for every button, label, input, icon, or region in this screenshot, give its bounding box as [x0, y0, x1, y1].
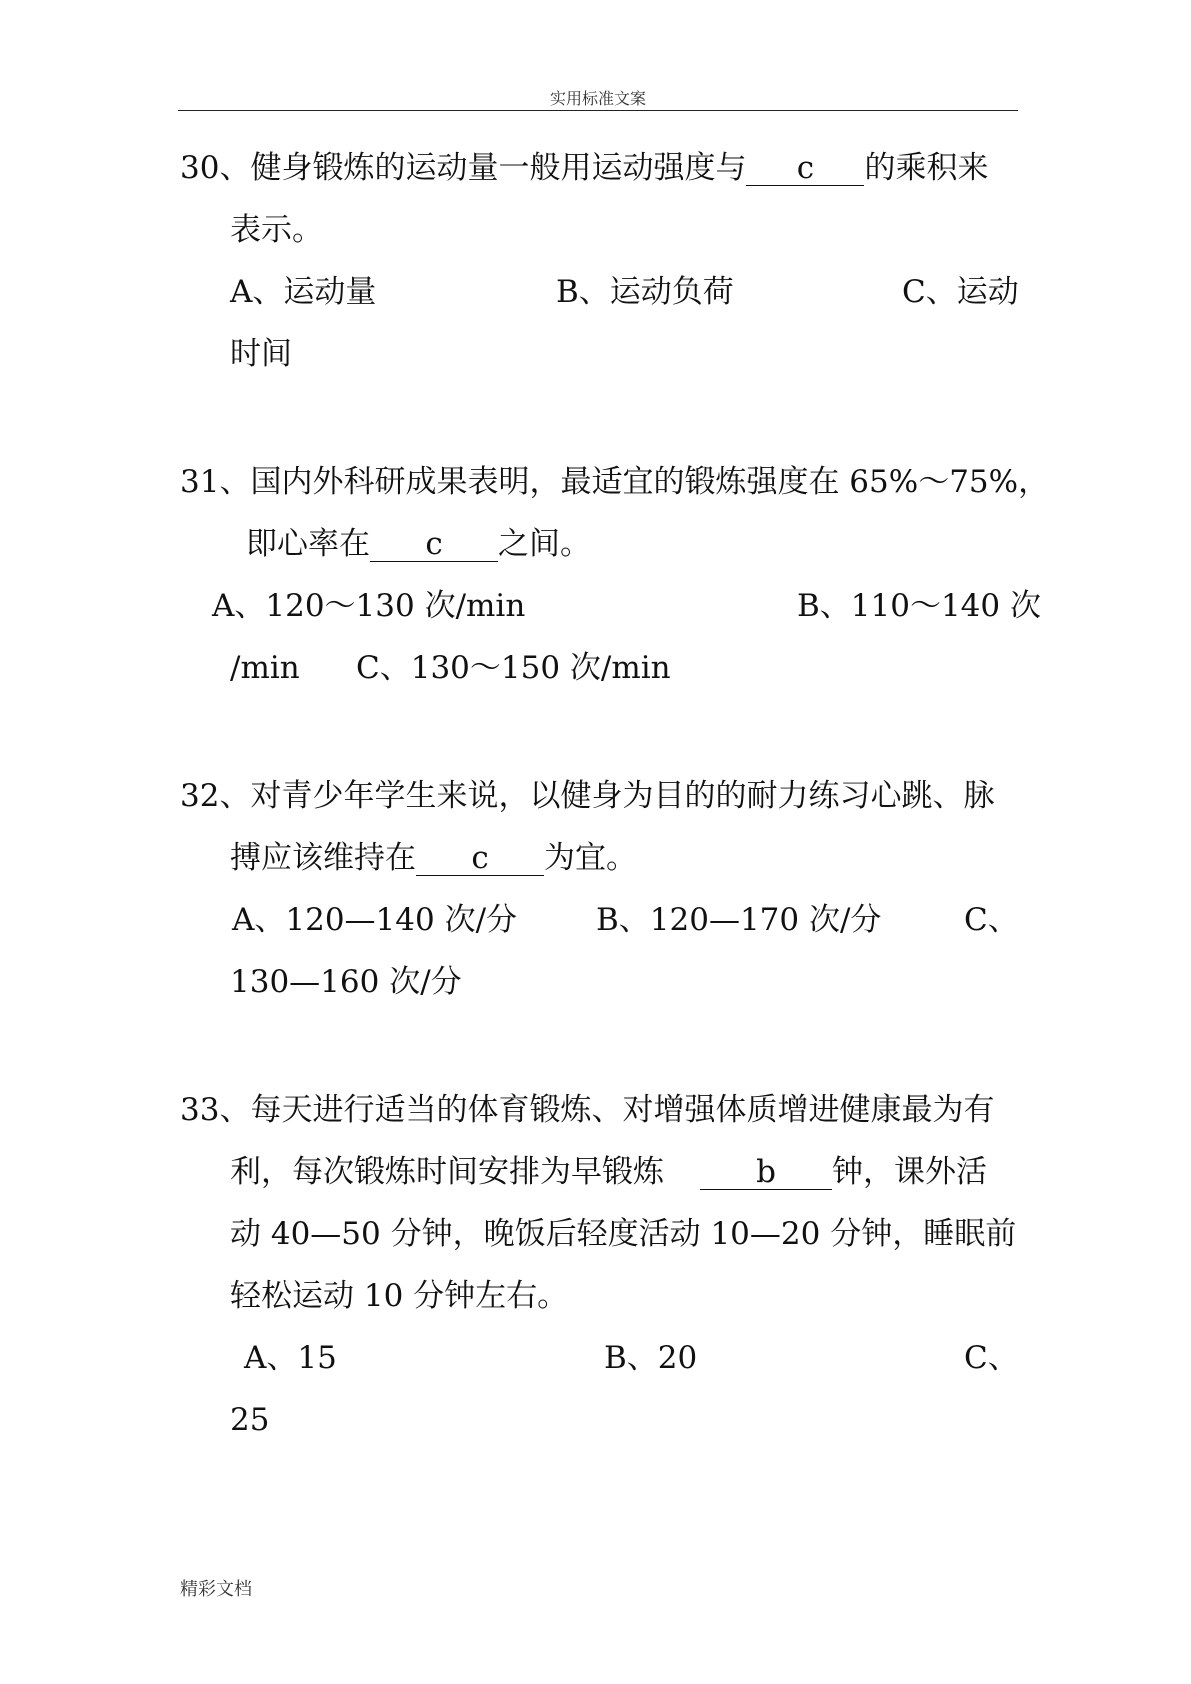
- q32-text-a: 搏应该维持在: [230, 840, 416, 876]
- q32-option-a: A、120—140 次/分: [232, 902, 518, 938]
- question-33-line-3: 动 40—50 分钟，晚饭后轻度活动 10—20 分钟，睡眠前: [230, 1216, 1017, 1252]
- question-30-line-1: [180, 148, 988, 188]
- q32-option-c: C、: [964, 902, 1019, 938]
- q33-text-b: 钟，课外活: [832, 1154, 987, 1190]
- q33-answer-blank: b: [700, 1155, 832, 1190]
- q33-text-a: 利，每次锻炼时间安排为早锻炼: [230, 1154, 664, 1190]
- q32-option-c-cont: 130—160 次/分: [230, 964, 462, 1000]
- question-30-line-2: 表示。: [230, 212, 323, 248]
- q31-answer-blank: c: [370, 527, 498, 562]
- q30-text-a: 30、健身锻炼的运动量一般用运动强度与: [180, 150, 747, 186]
- q32-answer-blank: c: [416, 841, 544, 876]
- page-footer: 精彩文档: [180, 1579, 252, 1600]
- question-32-line-2: [230, 838, 637, 878]
- header-rule: [178, 110, 1018, 111]
- question-33-line-1: 33、每天进行适当的体育锻炼、对增强体质增进健康最为有: [180, 1092, 995, 1128]
- q32-option-b: B、120—170 次/分: [596, 902, 882, 938]
- q33-option-c: C、: [964, 1340, 1019, 1376]
- q33-option-a: A、15: [244, 1340, 337, 1376]
- q30-answer-blank: c: [746, 151, 864, 186]
- q33-option-c-cont: 25: [230, 1402, 270, 1438]
- q33-option-b: B、20: [604, 1340, 698, 1376]
- q30-option-b: B、运动负荷: [556, 274, 734, 310]
- question-31-line-1: 31、国内外科研成果表明，最适宜的锻炼强度在 65%～75%，: [180, 464, 1050, 500]
- q31-option-a: A、120～130 次/min: [212, 588, 526, 624]
- page-header: 实用标准文案: [549, 89, 646, 108]
- q31-text-a: 即心率在: [246, 526, 370, 562]
- question-33-line-4: 轻松运动 10 分钟左右。: [230, 1278, 569, 1314]
- question-31-line-2: [246, 524, 591, 564]
- q30-option-c-cont: 时间: [230, 336, 292, 372]
- q31-option-b-cont: /min: [230, 650, 300, 686]
- q30-option-c: C、运动: [902, 274, 1019, 310]
- question-32-line-1: 32、对青少年学生来说，以健身为目的的耐力练习心跳、脉: [180, 778, 995, 814]
- q31-text-b: 之间。: [498, 526, 591, 562]
- q32-text-b: 为宜。: [544, 840, 637, 876]
- question-33-line-2: [230, 1152, 987, 1192]
- q30-option-a: A、运动量: [230, 274, 377, 310]
- q31-option-b: B、110～140 次: [797, 588, 1041, 624]
- q30-text-b: 的乘积来: [864, 150, 989, 186]
- q31-option-c: C、130～150 次/min: [356, 650, 671, 686]
